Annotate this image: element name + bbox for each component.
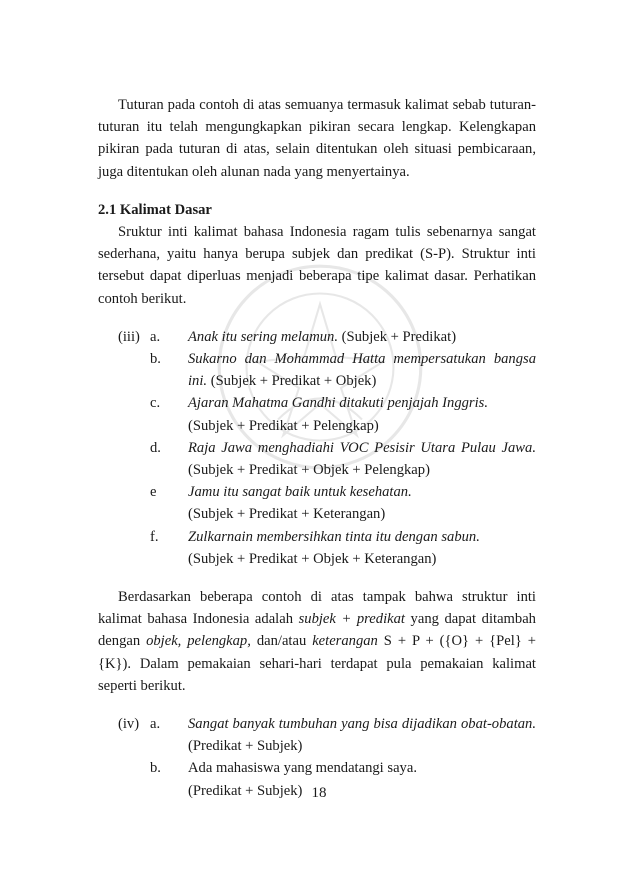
example-sentence: Sukarno dan Mohammad Hatta mempersatukan bangsa ini. — [188, 351, 536, 390]
conclusion-term: keterangan — [312, 633, 378, 650]
section-heading: 2.1 Kalimat Dasar — [98, 201, 212, 218]
example-sentence: Ada mahasiswa yang mendatangi saya. — [188, 760, 417, 777]
example-list-iii — [98, 326, 536, 570]
example-sentence: Anak itu sering melamun. — [188, 328, 338, 345]
intro-paragraph: Tuturan pada contoh di atas semuanya termasuk kalimat sebab tuturan-tuturan itu telah mengungkapkan pikiran secara lengkap. Kelengkapan pikiran pada tuturan di atas, selain ditentukan oleh situasi pembicaraan, juga ditentukan oleh alunan nada yang menyertainya. — [98, 97, 536, 180]
example-letter: e — [150, 484, 157, 501]
conclusion-text: Berdasarkan beberapa contoh di atas tampak bahwa struktur inti kalimat bahasa Indonesia adalah — [98, 589, 536, 628]
example-letter: f. — [150, 528, 159, 545]
example-item — [98, 392, 536, 436]
conclusion-term: objek, pelengkap, — [146, 633, 251, 650]
example-letter: b. — [150, 760, 161, 777]
conclusion-text: dan/atau — [250, 633, 313, 650]
example-item — [98, 437, 536, 481]
example-letter: d. — [150, 439, 161, 456]
page-number: 18 — [311, 785, 327, 801]
section-paragraph: Sruktur inti kalimat bahasa Indonesia ragam tulis sebenarnya sangat sederhana, yaitu hanya berupa subjek dan predikat (S-P). Struktur inti tersebut dapat diperluas menjadi beberapa tipe kalimat dasar. Perhatikan contoh berikut. — [98, 224, 536, 307]
example-numeral: (iii) — [118, 328, 140, 345]
example-letter: c. — [150, 395, 161, 412]
example-letter: b. — [150, 351, 161, 368]
example-structure: (Predikat + Subjek) — [188, 738, 303, 755]
example-item — [98, 326, 536, 348]
example-structure: (Predikat + Subjek) — [188, 782, 303, 799]
conclusion-text: yang dapat ditambah dengan — [98, 611, 536, 650]
example-structure: (Subjek + Predikat + Objek + Pelengkap) — [188, 462, 430, 479]
example-numeral: (iv) — [118, 716, 140, 733]
example-item — [98, 348, 536, 392]
example-sentence: Zulkarnain membersihkan tinta itu dengan sabun. — [188, 528, 480, 545]
example-structure: (Subjek + Predikat + Keterangan) — [188, 506, 386, 523]
example-letter: a. — [150, 716, 161, 733]
example-structure: (Subjek + Predikat + Pelengkap) — [188, 417, 379, 434]
conclusion-term: subjek + predikat — [298, 611, 405, 628]
example-item — [98, 526, 536, 570]
example-sentence: Raja Jawa menghadiahi VOC Pesisir Utara Pulau Jawa. — [188, 439, 536, 456]
example-sentence: Ajaran Mahatma Gandhi ditakuti penjajah Inggris. — [188, 395, 488, 412]
example-structure: (Subjek + Predikat + Objek + Keterangan) — [188, 550, 437, 567]
conclusion-text: S + P + ({O} + {Pel} + {K}). Dalam pemakaian sehari-hari terdapat pula pemakaian kalimat seperti berikut. — [98, 633, 536, 694]
example-structure: (Subjek + Predikat + Objek) — [207, 373, 377, 390]
example-letter: a. — [150, 328, 161, 345]
example-sentence: Sangat banyak tumbuhan yang bisa dijadikan obat-obatan. — [188, 716, 536, 733]
example-structure: (Subjek + Predikat) — [337, 328, 457, 345]
example-sentence: Jamu itu sangat baik untuk kesehatan. — [188, 484, 412, 501]
page-content — [98, 94, 536, 802]
example-item — [98, 713, 536, 757]
example-item — [98, 481, 536, 525]
conclusion-paragraph — [98, 586, 536, 697]
